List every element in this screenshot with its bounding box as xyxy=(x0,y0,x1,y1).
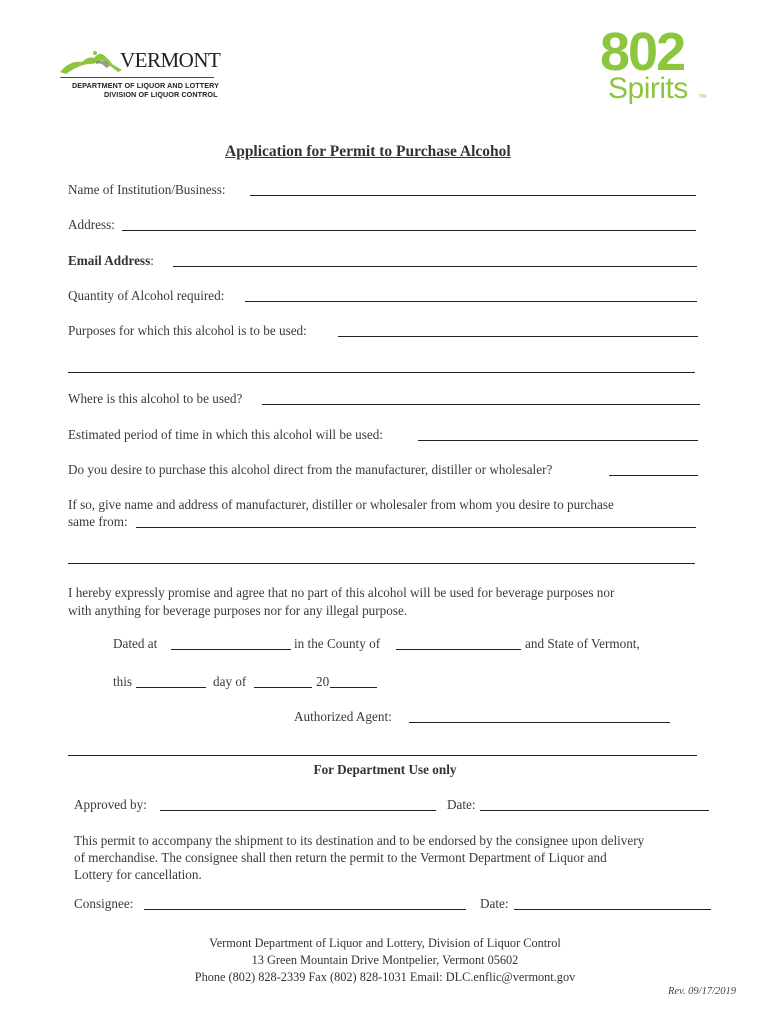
section-divider xyxy=(68,755,697,756)
this-label: this xyxy=(113,674,133,689)
vermont-wordmark: VERMONT xyxy=(120,48,221,72)
supplier-field[interactable] xyxy=(136,527,696,528)
state-label: and State of Vermont, xyxy=(525,636,640,651)
county-field[interactable] xyxy=(396,649,521,650)
division-line: DIVISION OF LIQUOR CONTROL xyxy=(104,90,218,99)
period-field[interactable] xyxy=(418,440,698,441)
supplier-label-line1: If so, give name and address of manufacturer, distiller or wholesaler from whom you desire to purchase xyxy=(68,497,614,512)
logo-number: 802 xyxy=(600,22,685,82)
year-label: 20 xyxy=(316,674,330,689)
consignee-label: Consignee: xyxy=(74,896,134,911)
approved-by-label: Approved by: xyxy=(74,797,147,812)
dated-at-field[interactable] xyxy=(171,649,291,650)
revision-date: Rev. 09/17/2019 xyxy=(667,986,736,997)
agent-signature-field[interactable] xyxy=(409,722,670,723)
department-heading: For Department Use only xyxy=(313,762,457,777)
consignee-date-label: Date: xyxy=(480,896,509,911)
agent-label: Authorized Agent: xyxy=(294,709,392,724)
direct-purchase-field[interactable] xyxy=(609,475,698,476)
department-line: DEPARTMENT OF LIQUOR AND LOTTERY xyxy=(72,81,220,90)
footer-line3: Phone (802) 828-2339 Fax (802) 828-1031 Email: DLC.enflic@vermont.gov xyxy=(194,970,576,984)
supplier-field-continued[interactable] xyxy=(68,563,695,564)
notice-line3: Lottery for cancellation. xyxy=(74,867,202,882)
department-name xyxy=(72,81,219,99)
promise-line2: with anything for beverage purposes nor for any illegal purpose. xyxy=(68,603,408,618)
day-field[interactable] xyxy=(136,687,206,688)
month-field[interactable] xyxy=(254,687,312,688)
mountain-logo-icon xyxy=(60,50,122,76)
day-of-label: day of xyxy=(213,674,247,689)
year-field[interactable] xyxy=(330,687,377,688)
approval-date-label: Date: xyxy=(447,797,476,812)
institution-field[interactable] xyxy=(250,195,696,196)
promise-line1: I hereby expressly promise and agree that no part of this alcohol will be used for beverage purposes nor xyxy=(68,585,615,600)
period-label: Estimated period of time in which this alcohol will be used: xyxy=(68,427,383,442)
email-label-colon: : xyxy=(150,253,154,268)
notice-line1: This permit to accompany the shipment to its destination and to be endorsed by the consignee upon delivery xyxy=(74,833,645,848)
approved-by-field[interactable] xyxy=(160,810,436,811)
address-field[interactable] xyxy=(122,230,696,231)
purposes-field[interactable] xyxy=(338,336,698,337)
page-title: Application for Permit to Purchase Alcohol xyxy=(225,143,511,160)
consignee-date-field[interactable] xyxy=(514,909,711,910)
dated-at-label: Dated at xyxy=(113,636,158,651)
logo-rule xyxy=(60,77,214,78)
vermont-logo xyxy=(60,50,220,110)
where-field[interactable] xyxy=(262,404,700,405)
quantity-label: Quantity of Alcohol required: xyxy=(68,288,225,303)
direct-purchase-label: Do you desire to purchase this alcohol direct from the manufacturer, distiller or wholesaler? xyxy=(68,462,553,477)
footer-line2: 13 Green Mountain Drive Montpelier, Vermont 05602 xyxy=(251,953,519,967)
address-label: Address: xyxy=(68,217,115,232)
trademark-mark: TM xyxy=(699,94,707,100)
email-label xyxy=(68,253,154,269)
purposes-label: Purposes for which this alcohol is to be used: xyxy=(68,323,307,338)
consignee-field[interactable] xyxy=(144,909,466,910)
802-spirits-logo xyxy=(600,22,710,115)
county-label: in the County of xyxy=(294,636,381,651)
approval-date-field[interactable] xyxy=(480,810,709,811)
quantity-field[interactable] xyxy=(245,301,697,302)
purposes-field-continued[interactable] xyxy=(68,372,695,373)
email-label-text: Email Address xyxy=(68,253,151,268)
logo-word: Spirits xyxy=(608,72,688,105)
footer-line1: Vermont Department of Liquor and Lottery, Division of Liquor Control xyxy=(209,936,561,950)
email-field[interactable] xyxy=(173,266,697,267)
where-label: Where is this alcohol to be used? xyxy=(68,391,243,406)
notice-line2: of merchandise. The consignee shall then return the permit to the Vermont Department of Liquor and xyxy=(74,850,607,865)
supplier-label-line2: same from: xyxy=(68,514,128,529)
institution-label: Name of Institution/Business: xyxy=(68,182,226,197)
